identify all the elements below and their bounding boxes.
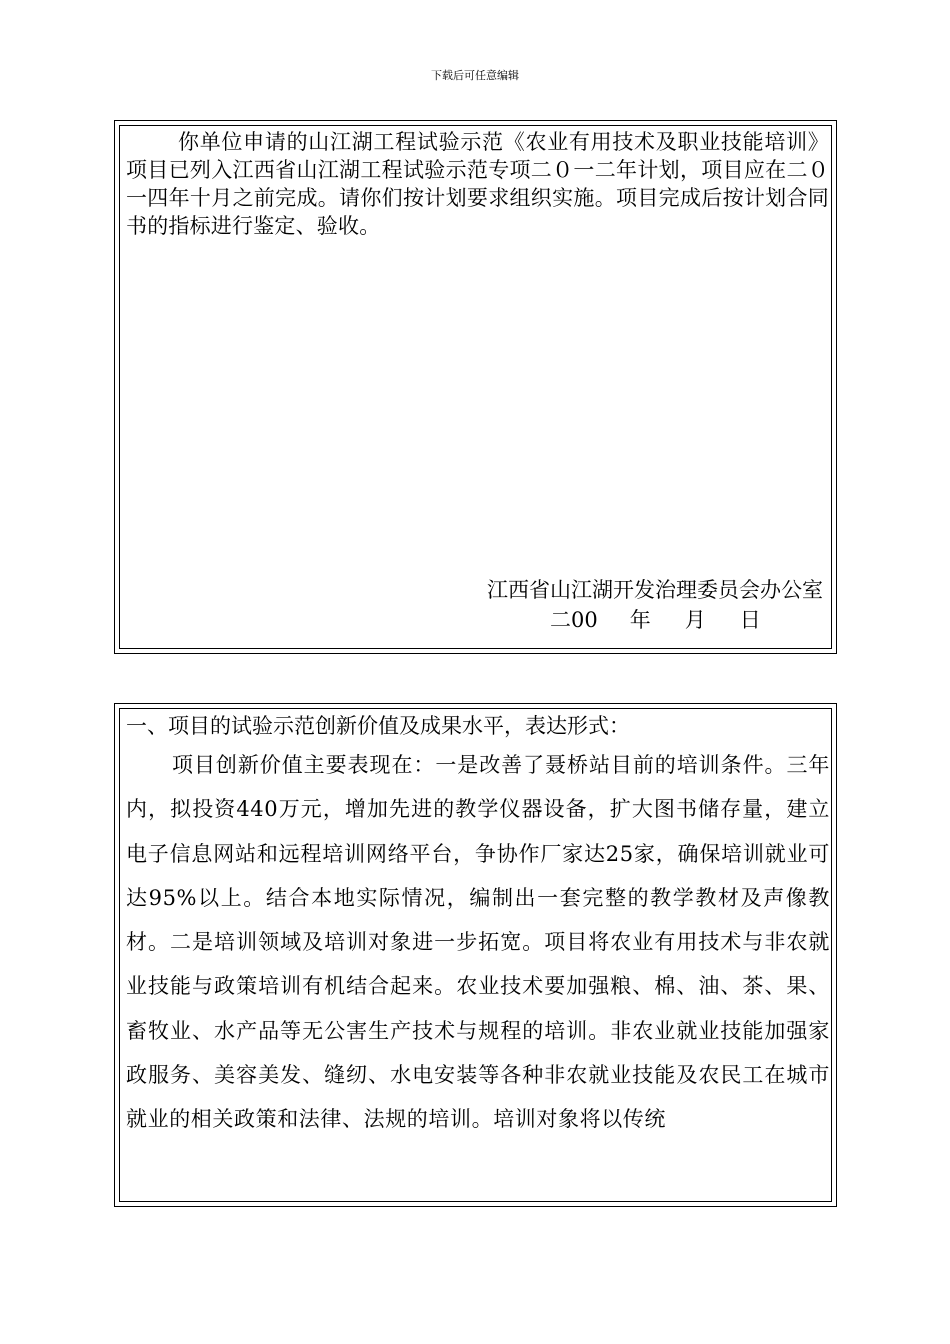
approval-box-inner-border (119, 125, 832, 649)
date-month-unit: 月 (684, 608, 706, 632)
date-day-unit: 日 (739, 608, 761, 632)
project-value-box (114, 703, 837, 1207)
signature-date (550, 606, 761, 634)
date-year-unit: 年 (629, 608, 651, 632)
section-body: 项目创新价值主要表现在：一是改善了聂桥站目前的培训条件。三年内，拟投资440万元，增加先进的教学仪器设备，扩大图书储存量，建立电子信息网站和远程培训网络平台，争协作厂家达25家，确保培训就业可达95%以上。结合本地实际情况，编制出一套完整的教学教材及声像教材。二是培训领域及培训对象进一步拓宽。项目将农业有用技术与非农就业技能与政策培训有机结合起来。农业技术要加强粮、棉、油、茶、果、畜牧业、水产品等无公害生产技术与规程的培训。非农业就业技能加强家政服务、美容美发、缝纫、水电安装等各种非农就业技能及农民工在城市就业的相关政策和法律、法规的培训。培训对象将以传统 (126, 753, 830, 1132)
date-year: 二00 (550, 608, 598, 632)
approval-box (114, 120, 837, 654)
section-heading: 一、项目的试验示范创新价值及成果水平，表达形式： (126, 714, 630, 738)
header-note: 下载后可任意编辑 (431, 69, 519, 82)
signature-organization: 江西省山江湖开发治理委员会办公室 (487, 578, 823, 602)
project-value-box-inner-border (119, 708, 832, 1202)
approval-text: 你单位申请的山江湖工程试验示范《农业有用技术及职业技能培训》项目已列入江西省山江湖工程试验示范专项二０一二年计划，项目应在二０一四年十月之前完成。请你们按计划要求组织实施。项目完成后按计划合同书的指标进行鉴定、验收。 (126, 130, 829, 238)
